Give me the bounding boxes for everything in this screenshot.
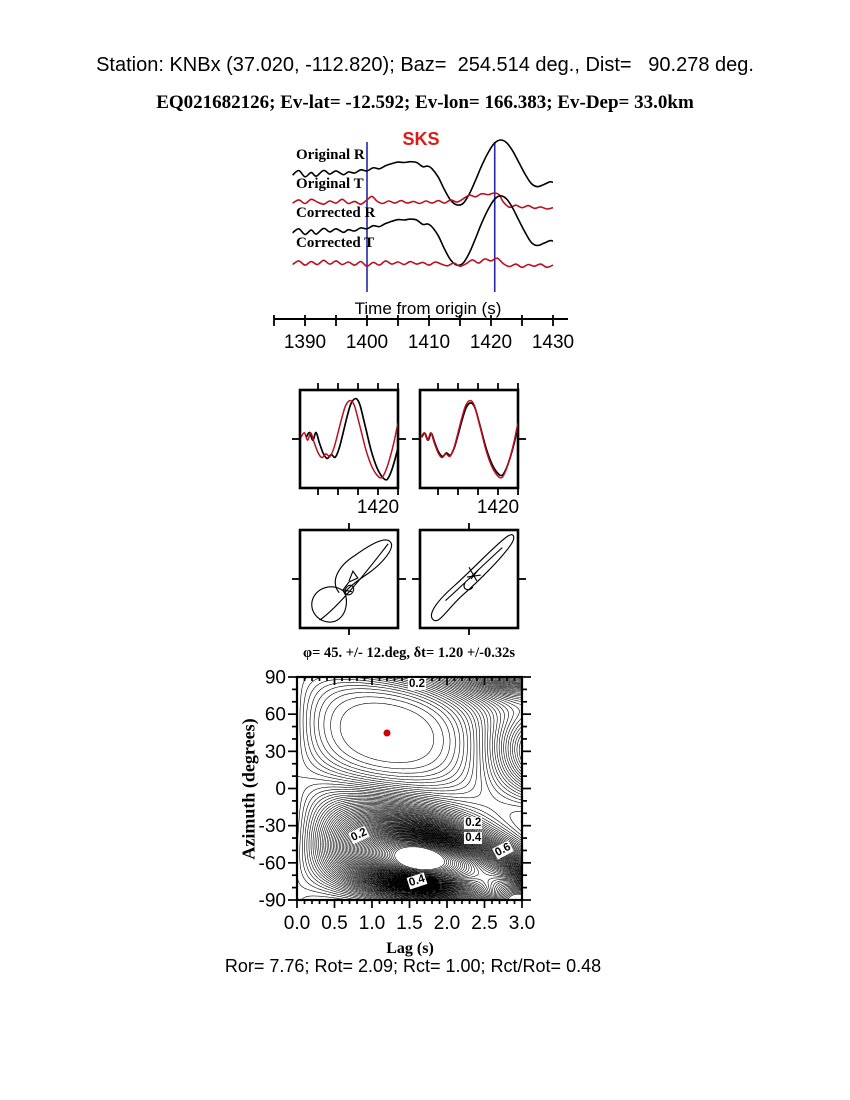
time-axis-title: Time from origin (s): [354, 299, 502, 318]
axis-tick-label: 1410: [407, 332, 451, 353]
axis-tick-label: 1.5: [396, 913, 423, 934]
trace-label-corrected-r: Corrected R: [296, 205, 376, 221]
contour-level-label: 0.2: [348, 826, 369, 844]
contour-y-axis-title: Azimuth (degrees): [238, 718, 259, 860]
axis-tick-label: 2.0: [433, 913, 461, 934]
particle-motion-path: [320, 544, 389, 620]
trace-label-original-r: Original R: [296, 147, 365, 163]
energy-ratio-summary: Ror= 7.76; Rot= 2.09; Rct= 1.00; Rct/Rot= 0.48: [224, 956, 602, 976]
axis-tick-label: 1400: [345, 332, 389, 353]
axis-tick-label: 90: [264, 667, 286, 689]
component-trace-black: [422, 403, 520, 476]
trace-label-original-t: Original T: [296, 176, 364, 192]
axis-tick-label: 3.0: [508, 913, 536, 934]
axis-tick-label: -60: [258, 853, 286, 875]
particle-motion-path: [335, 540, 391, 593]
window-box-frame: [300, 390, 398, 488]
trace-original-r: [293, 140, 553, 205]
trace-label-corrected-t: Corrected T: [296, 235, 375, 251]
axis-tick-label: 0.5: [321, 913, 348, 934]
axis-tick-label: 2.5: [471, 913, 498, 934]
trace-original-t: [293, 193, 553, 209]
axis-tick-label: 1.0: [358, 913, 386, 934]
contour-level-label: 0.6: [493, 841, 514, 860]
window-box-tick-label: 1420: [476, 497, 520, 518]
axis-tick-label: 30: [264, 741, 286, 763]
contour-level-label: 0.4: [465, 832, 482, 845]
contour-level-label: 0.2: [465, 817, 482, 830]
axis-tick-label: 60: [264, 704, 286, 726]
contour-level-label: 0.2: [409, 678, 425, 691]
axis-tick-label: -90: [258, 890, 286, 912]
axis-tick-label: 1420: [469, 332, 513, 353]
splitting-result-title: φ= 45. +/- 12.deg, δt= 1.20 +/-0.32s: [303, 645, 515, 661]
contour-x-axis-title: Lag (s): [386, 940, 434, 957]
window-box-tick-label: 1420: [356, 497, 400, 518]
axis-tick-label: 1430: [531, 332, 575, 353]
particle-motion-path: [312, 587, 347, 622]
particle-motion-path: [445, 548, 502, 601]
contour-level-label: 0.4: [407, 873, 427, 890]
axis-tick-label: 0: [275, 779, 286, 800]
component-trace-red: [421, 401, 519, 478]
component-trace-red: [301, 401, 399, 478]
axis-tick-label: 0.0: [283, 913, 311, 934]
contour-frame: [297, 677, 522, 900]
event-subtitle: EQ021682126; Ev-lat= -12.592; Ev-lon= 166.383; Ev-Dep= 33.0km: [156, 92, 694, 113]
page-title: Station: KNBx (37.020, -112.820); Baz= 254.514 deg., Dist= 90.278 deg.: [96, 54, 754, 76]
axis-tick-label: -30: [258, 816, 286, 838]
phase-label: SKS: [402, 129, 440, 149]
axis-tick-label: 1390: [283, 332, 327, 353]
trace-corrected-t: [293, 258, 553, 267]
